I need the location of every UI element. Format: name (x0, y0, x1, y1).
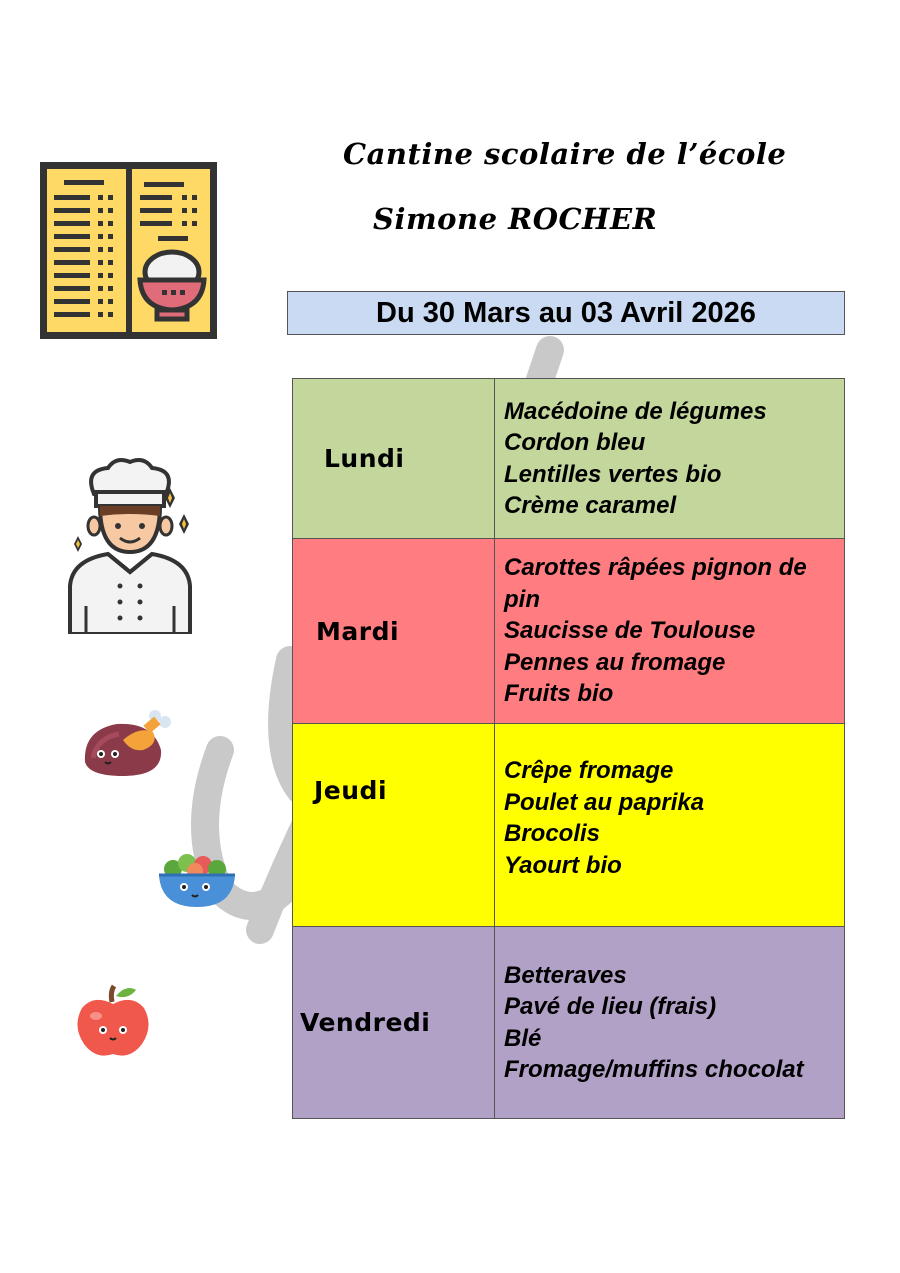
dish-item: Blé (504, 1024, 542, 1052)
day-name: Lundi (324, 444, 405, 473)
day-label (293, 379, 495, 539)
day-name: Vendredi (300, 1008, 431, 1037)
dish-item: Crème caramel (504, 492, 677, 519)
roast-chicken-icon (83, 702, 173, 778)
menu-row-lundi (293, 379, 845, 539)
menu-row-mardi (293, 539, 845, 724)
dish-item: Macédoine de légumes (504, 397, 767, 425)
day-label (293, 927, 495, 1119)
dish-item: Poulet au paprika (504, 788, 705, 816)
dish-list (495, 927, 845, 1119)
day-label (293, 724, 495, 927)
dish-item: Yaourt bio (504, 851, 622, 879)
dish-item: Betteraves (504, 961, 627, 989)
dish-list (495, 724, 845, 927)
dish-item: Crêpe fromage (504, 757, 674, 784)
day-name: Mardi (316, 616, 400, 646)
dish-item: Carottes râpées pignon de pin (504, 554, 807, 613)
dish-list (495, 379, 845, 539)
title-line-2: Simone ROCHER (373, 202, 658, 236)
menu-card-icon (40, 162, 217, 339)
dish-item: Brocolis (504, 820, 601, 847)
day-name: Jeudi (314, 776, 388, 805)
apple-icon (74, 984, 152, 1060)
dish-item: Cordon bleu (504, 429, 646, 456)
dish-item: Pavé de lieu (frais) (504, 993, 717, 1020)
menu-row-jeudi (293, 724, 845, 927)
dish-item: Saucisse de Toulouse (504, 617, 756, 645)
dish-list (495, 539, 845, 724)
menu-row-vendredi (293, 927, 845, 1119)
dish-item: Pennes au fromage (504, 648, 726, 676)
chef-icon (64, 456, 196, 634)
title-line-1: Cantine scolaire de l’école (343, 137, 787, 171)
day-label (293, 539, 495, 724)
date-range-banner: Du 30 Mars au 03 Avril 2026 (287, 291, 845, 335)
dish-item: Lentilles vertes bio (504, 460, 722, 488)
dish-item: Fruits bio (504, 680, 614, 708)
weekly-menu-table (292, 378, 845, 1119)
salad-bowl-icon (157, 853, 237, 909)
dish-item: Fromage/muffins chocolat (504, 1056, 804, 1083)
